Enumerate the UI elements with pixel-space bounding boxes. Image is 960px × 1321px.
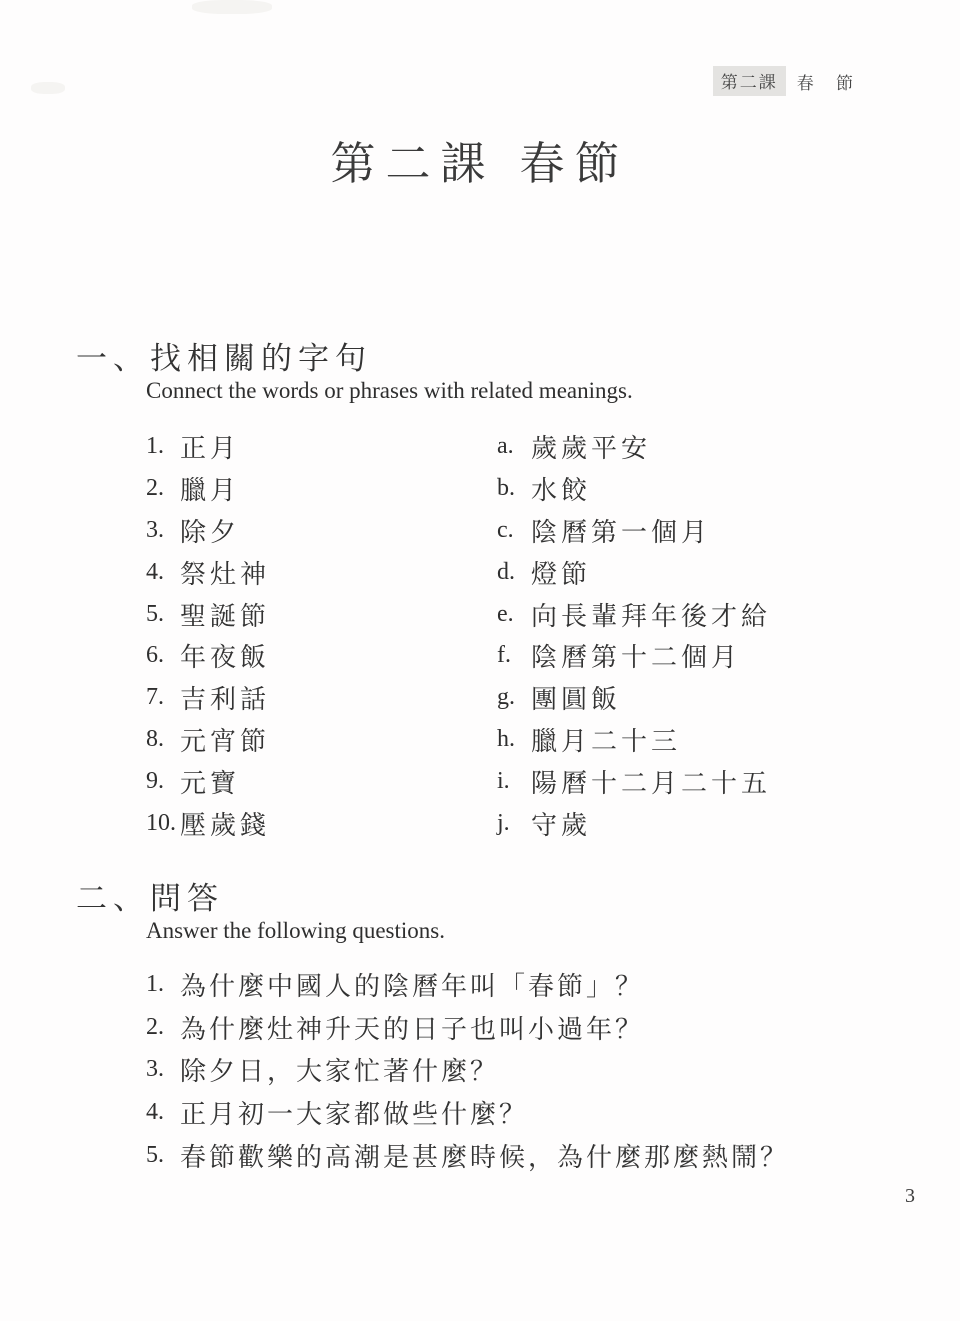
- item-letter: i.: [497, 767, 510, 794]
- item-text: 歲歲平安: [531, 434, 652, 464]
- matching-exercise: [146, 426, 771, 844]
- question-text: 為什麼灶神升天的日子也叫小過年？: [180, 1014, 645, 1044]
- match-right-item: [497, 468, 771, 510]
- question-text: 春節歡樂的高潮是甚麼時候，為什麼那麼熱鬧？: [180, 1143, 790, 1173]
- item-number: 5.: [146, 600, 164, 627]
- match-left-item: [146, 677, 497, 719]
- item-text: 陽曆十二月二十五: [531, 768, 772, 798]
- question-item: [146, 963, 789, 1006]
- item-text: 水餃: [531, 476, 592, 506]
- running-header-lesson-chip: 第二課: [713, 66, 786, 96]
- match-left-item: [146, 719, 497, 761]
- question-number: 1.: [146, 970, 164, 997]
- item-text: 團圓飯: [531, 685, 622, 715]
- item-text: 向長輩拜年後才給: [531, 601, 772, 631]
- running-header-chapter-title: 春 節: [796, 73, 862, 93]
- matching-right-column: [497, 426, 771, 844]
- page-number: 3: [905, 1185, 915, 1207]
- question-number: 3.: [146, 1056, 164, 1083]
- item-text: 守歲: [531, 810, 592, 840]
- item-number: 2.: [146, 475, 164, 502]
- match-left-item: [146, 635, 497, 677]
- match-left-item: [146, 760, 497, 802]
- item-text: 元宵節: [180, 726, 271, 756]
- scan-smudge: [192, 0, 272, 14]
- item-text: 除夕: [180, 517, 241, 547]
- match-left-item: [146, 551, 497, 593]
- match-left-item: [146, 510, 497, 552]
- match-left-item: [146, 468, 497, 510]
- item-text: 燈節: [531, 559, 592, 589]
- match-right-item: [497, 635, 771, 677]
- item-text: 壓歲錢: [180, 810, 271, 840]
- running-header: [713, 66, 862, 96]
- item-text: 元寶: [180, 768, 241, 798]
- item-text: 臘月: [180, 476, 241, 506]
- item-letter: j.: [497, 809, 510, 836]
- question-text: 除夕日，大家忙著什麼？: [180, 1057, 500, 1087]
- match-right-item: [497, 677, 771, 719]
- match-right-item: [497, 760, 771, 802]
- page-title-lesson: 第二課: [330, 139, 496, 189]
- match-left-item: [146, 426, 497, 468]
- item-letter: a.: [497, 433, 514, 460]
- section1-heading: 一、找相關的字句: [76, 341, 372, 376]
- item-letter: b.: [497, 475, 515, 502]
- item-text: 吉利話: [180, 685, 271, 715]
- item-text: 陰曆第一個月: [531, 517, 712, 547]
- item-text: 臘月二十三: [531, 726, 682, 756]
- question-item: [146, 1134, 789, 1177]
- question-number: 2.: [146, 1013, 164, 1040]
- match-right-item: [497, 551, 771, 593]
- question-text: 為什麼中國人的陰曆年叫「春節」？: [180, 971, 645, 1001]
- question-item: [146, 1091, 789, 1134]
- item-number: 8.: [146, 725, 164, 752]
- item-text: 聖誕節: [180, 601, 271, 631]
- match-left-item: [146, 802, 497, 844]
- item-text: 正月: [180, 434, 241, 464]
- item-letter: d.: [497, 558, 515, 585]
- item-text: 陰曆第十二個月: [531, 643, 742, 673]
- page-title-name: 春節: [519, 139, 630, 189]
- question-number: 5.: [146, 1142, 164, 1169]
- match-right-item: [497, 802, 771, 844]
- item-letter: g.: [497, 684, 515, 711]
- question-text: 正月初一大家都做些什麼？: [180, 1100, 529, 1130]
- item-letter: c.: [497, 516, 514, 543]
- item-letter: h.: [497, 725, 515, 752]
- question-item: [146, 1049, 789, 1092]
- match-right-item: [497, 593, 771, 635]
- scan-smudge: [31, 82, 65, 94]
- section2-instruction: Answer the following questions.: [146, 918, 445, 943]
- question-item: [146, 1006, 789, 1049]
- item-letter: e.: [497, 600, 514, 627]
- match-right-item: [497, 426, 771, 468]
- matching-left-column: [146, 426, 497, 844]
- item-text: 祭灶神: [180, 559, 271, 589]
- item-number: 4.: [146, 558, 164, 585]
- item-text: 年夜飯: [180, 643, 271, 673]
- match-left-item: [146, 593, 497, 635]
- section1-instruction: Connect the words or phrases with related meanings.: [146, 378, 633, 403]
- item-number: 7.: [146, 684, 164, 711]
- match-right-item: [497, 510, 771, 552]
- item-number: 6.: [146, 642, 164, 669]
- item-number: 9.: [146, 767, 164, 794]
- questions-list: [146, 963, 789, 1177]
- section2-heading: 二、問答: [76, 881, 224, 916]
- item-number: 1.: [146, 433, 164, 460]
- item-number: 3.: [146, 516, 164, 543]
- item-number: 10.: [146, 809, 176, 836]
- question-number: 4.: [146, 1099, 164, 1126]
- item-letter: f.: [497, 642, 511, 669]
- page-title: [0, 127, 960, 192]
- match-right-item: [497, 719, 771, 761]
